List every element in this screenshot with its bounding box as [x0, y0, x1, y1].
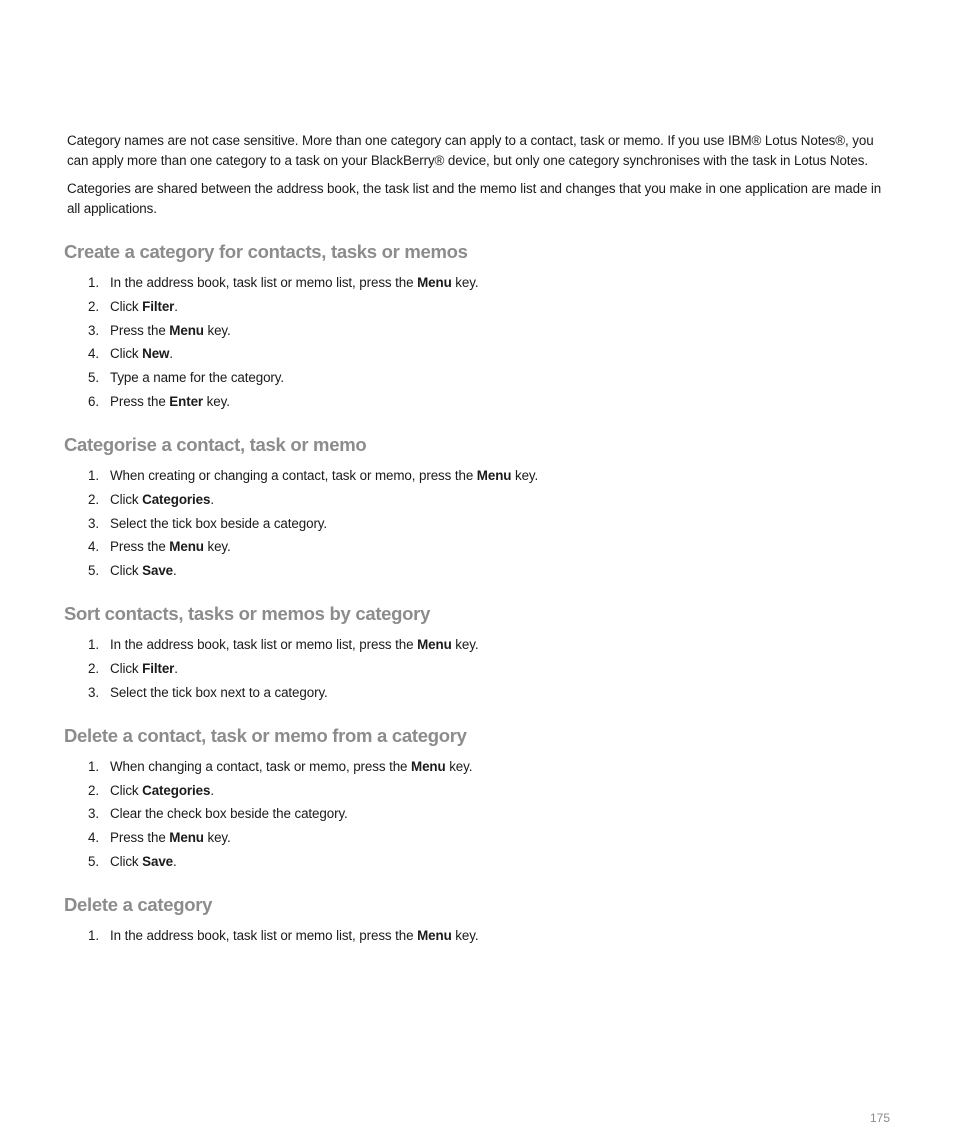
step-item	[67, 804, 893, 823]
step-key-term: Menu	[169, 539, 204, 555]
step-number: 1.	[88, 927, 99, 943]
step-number: 5.	[88, 563, 99, 579]
steps-list	[67, 926, 893, 945]
intro-paragraph-1: Category names are not case sensitive. More than one category can apply to a contact, task or memo. If you use IBM® Lotus Notes®, you can apply more than one category to a task on your BlackBerry® device, but only one category synchronises with the task in Lotus Notes.	[67, 133, 874, 168]
step-text-suffix: key.	[451, 637, 479, 653]
section	[64, 240, 893, 411]
section	[64, 724, 893, 871]
step-text: In the address book, task list or memo list, press the	[110, 275, 418, 290]
step-number: 5.	[88, 370, 99, 386]
step-text: When creating or changing a contact, task or memo, press the	[110, 467, 477, 483]
step-text: Click	[110, 782, 143, 798]
step-text: Click	[110, 660, 143, 676]
steps-list	[67, 635, 893, 702]
step-key-term: New	[142, 346, 170, 362]
step-text: Type a name for the category.	[110, 370, 285, 386]
step-number: 1.	[88, 467, 99, 483]
step-item	[67, 828, 893, 847]
step-text-suffix: key.	[203, 322, 231, 338]
step-text-suffix: .	[174, 660, 178, 676]
step-key-term: Menu	[417, 927, 452, 943]
step-text: Press the	[110, 830, 170, 846]
step-key-term: Menu	[169, 322, 204, 338]
section	[64, 602, 893, 702]
step-item	[67, 926, 893, 945]
section	[64, 433, 893, 580]
step-text-suffix: .	[210, 491, 214, 507]
step-text: Press the	[110, 393, 170, 409]
step-number: 5.	[88, 853, 99, 869]
step-text: Press the	[110, 539, 170, 555]
step-text-suffix: key.	[451, 275, 479, 290]
step-text: Press the	[110, 322, 170, 338]
step-text: Click	[110, 346, 143, 362]
step-item	[67, 683, 893, 702]
step-key-term: Enter	[169, 393, 204, 409]
section-heading: Delete a contact, task or memo from a category	[64, 724, 467, 746]
step-text-suffix: .	[173, 563, 177, 579]
step-number: 1.	[88, 758, 99, 774]
step-number: 3.	[88, 684, 99, 700]
steps-list	[67, 466, 893, 580]
step-key-term: Filter	[142, 660, 175, 676]
step-item	[67, 635, 893, 654]
step-text-suffix: key.	[203, 393, 230, 409]
step-key-term: Save	[142, 563, 174, 579]
section	[64, 893, 893, 945]
step-number: 2.	[88, 491, 99, 507]
step-key-term: Save	[142, 853, 174, 869]
step-number: 4.	[88, 830, 99, 846]
step-number: 2.	[88, 782, 99, 798]
step-item	[67, 757, 893, 776]
step-number: 4.	[88, 539, 99, 555]
document-page	[64, 131, 893, 950]
step-item	[67, 659, 893, 678]
step-item	[67, 297, 893, 316]
step-text-suffix: .	[174, 298, 178, 314]
section-heading: Categorise a contact, task or memo	[64, 433, 367, 455]
step-number: 3.	[88, 515, 99, 531]
step-key-term: Menu	[417, 275, 452, 290]
step-text: Select the tick box next to a category.	[110, 684, 328, 700]
section-heading: Delete a category	[64, 893, 213, 915]
step-key-term: Menu	[169, 830, 204, 846]
step-text: Click	[110, 853, 143, 869]
step-key-term: Menu	[476, 467, 512, 483]
step-text: Clear the check box beside the category.	[110, 806, 348, 822]
step-number: 2.	[88, 298, 99, 314]
step-text: Select the tick box beside a category.	[110, 515, 328, 531]
steps-list	[67, 273, 893, 411]
steps-list	[67, 757, 893, 871]
step-text: In the address book, task list or memo list, press the	[110, 637, 418, 653]
step-text: When changing a contact, task or memo, press the	[110, 758, 412, 774]
step-key-term: Filter	[142, 298, 175, 314]
step-text-suffix: key.	[451, 927, 479, 943]
step-item	[67, 561, 893, 580]
step-number: 4.	[88, 346, 99, 362]
step-item	[67, 321, 893, 340]
step-number: 3.	[88, 806, 99, 822]
step-item	[67, 368, 893, 387]
step-text: Click	[110, 298, 143, 314]
step-key-term: Menu	[417, 637, 452, 653]
section-heading: Create a category for contacts, tasks or memos	[64, 241, 468, 262]
page-number: 175	[869, 1111, 890, 1125]
step-text: Click	[110, 491, 143, 507]
step-item	[67, 781, 893, 800]
step-number: 6.	[88, 393, 99, 409]
step-text-suffix: .	[169, 346, 173, 362]
step-item	[67, 852, 893, 871]
step-key-term: Categories	[142, 782, 211, 798]
step-text: In the address book, task list or memo list, press the	[110, 927, 418, 943]
step-text-suffix: key.	[445, 758, 473, 774]
step-item	[67, 273, 893, 292]
step-key-term: Menu	[411, 758, 446, 774]
intro-paragraph-2: Categories are shared between the address book, the task list and the memo list and changes that you make in one application are made in all applications.	[67, 181, 882, 216]
section-heading: Sort contacts, tasks or memos by category	[64, 603, 431, 625]
step-item	[67, 490, 893, 509]
step-text: Click	[110, 563, 143, 579]
step-key-term: Categories	[142, 491, 211, 507]
step-text-suffix: key.	[203, 830, 231, 846]
step-item	[67, 344, 893, 363]
step-text-suffix: .	[210, 782, 214, 798]
step-number: 2.	[88, 660, 99, 676]
step-text-suffix: key.	[203, 539, 231, 555]
step-text-suffix: key.	[511, 467, 539, 483]
sections-container	[64, 240, 893, 945]
step-item	[67, 537, 893, 556]
step-number: 3.	[88, 322, 99, 338]
step-item	[67, 466, 893, 485]
step-number: 1.	[88, 275, 99, 290]
step-number: 1.	[88, 637, 99, 653]
step-text-suffix: .	[173, 853, 177, 869]
step-item	[67, 392, 893, 411]
step-item	[67, 514, 893, 533]
